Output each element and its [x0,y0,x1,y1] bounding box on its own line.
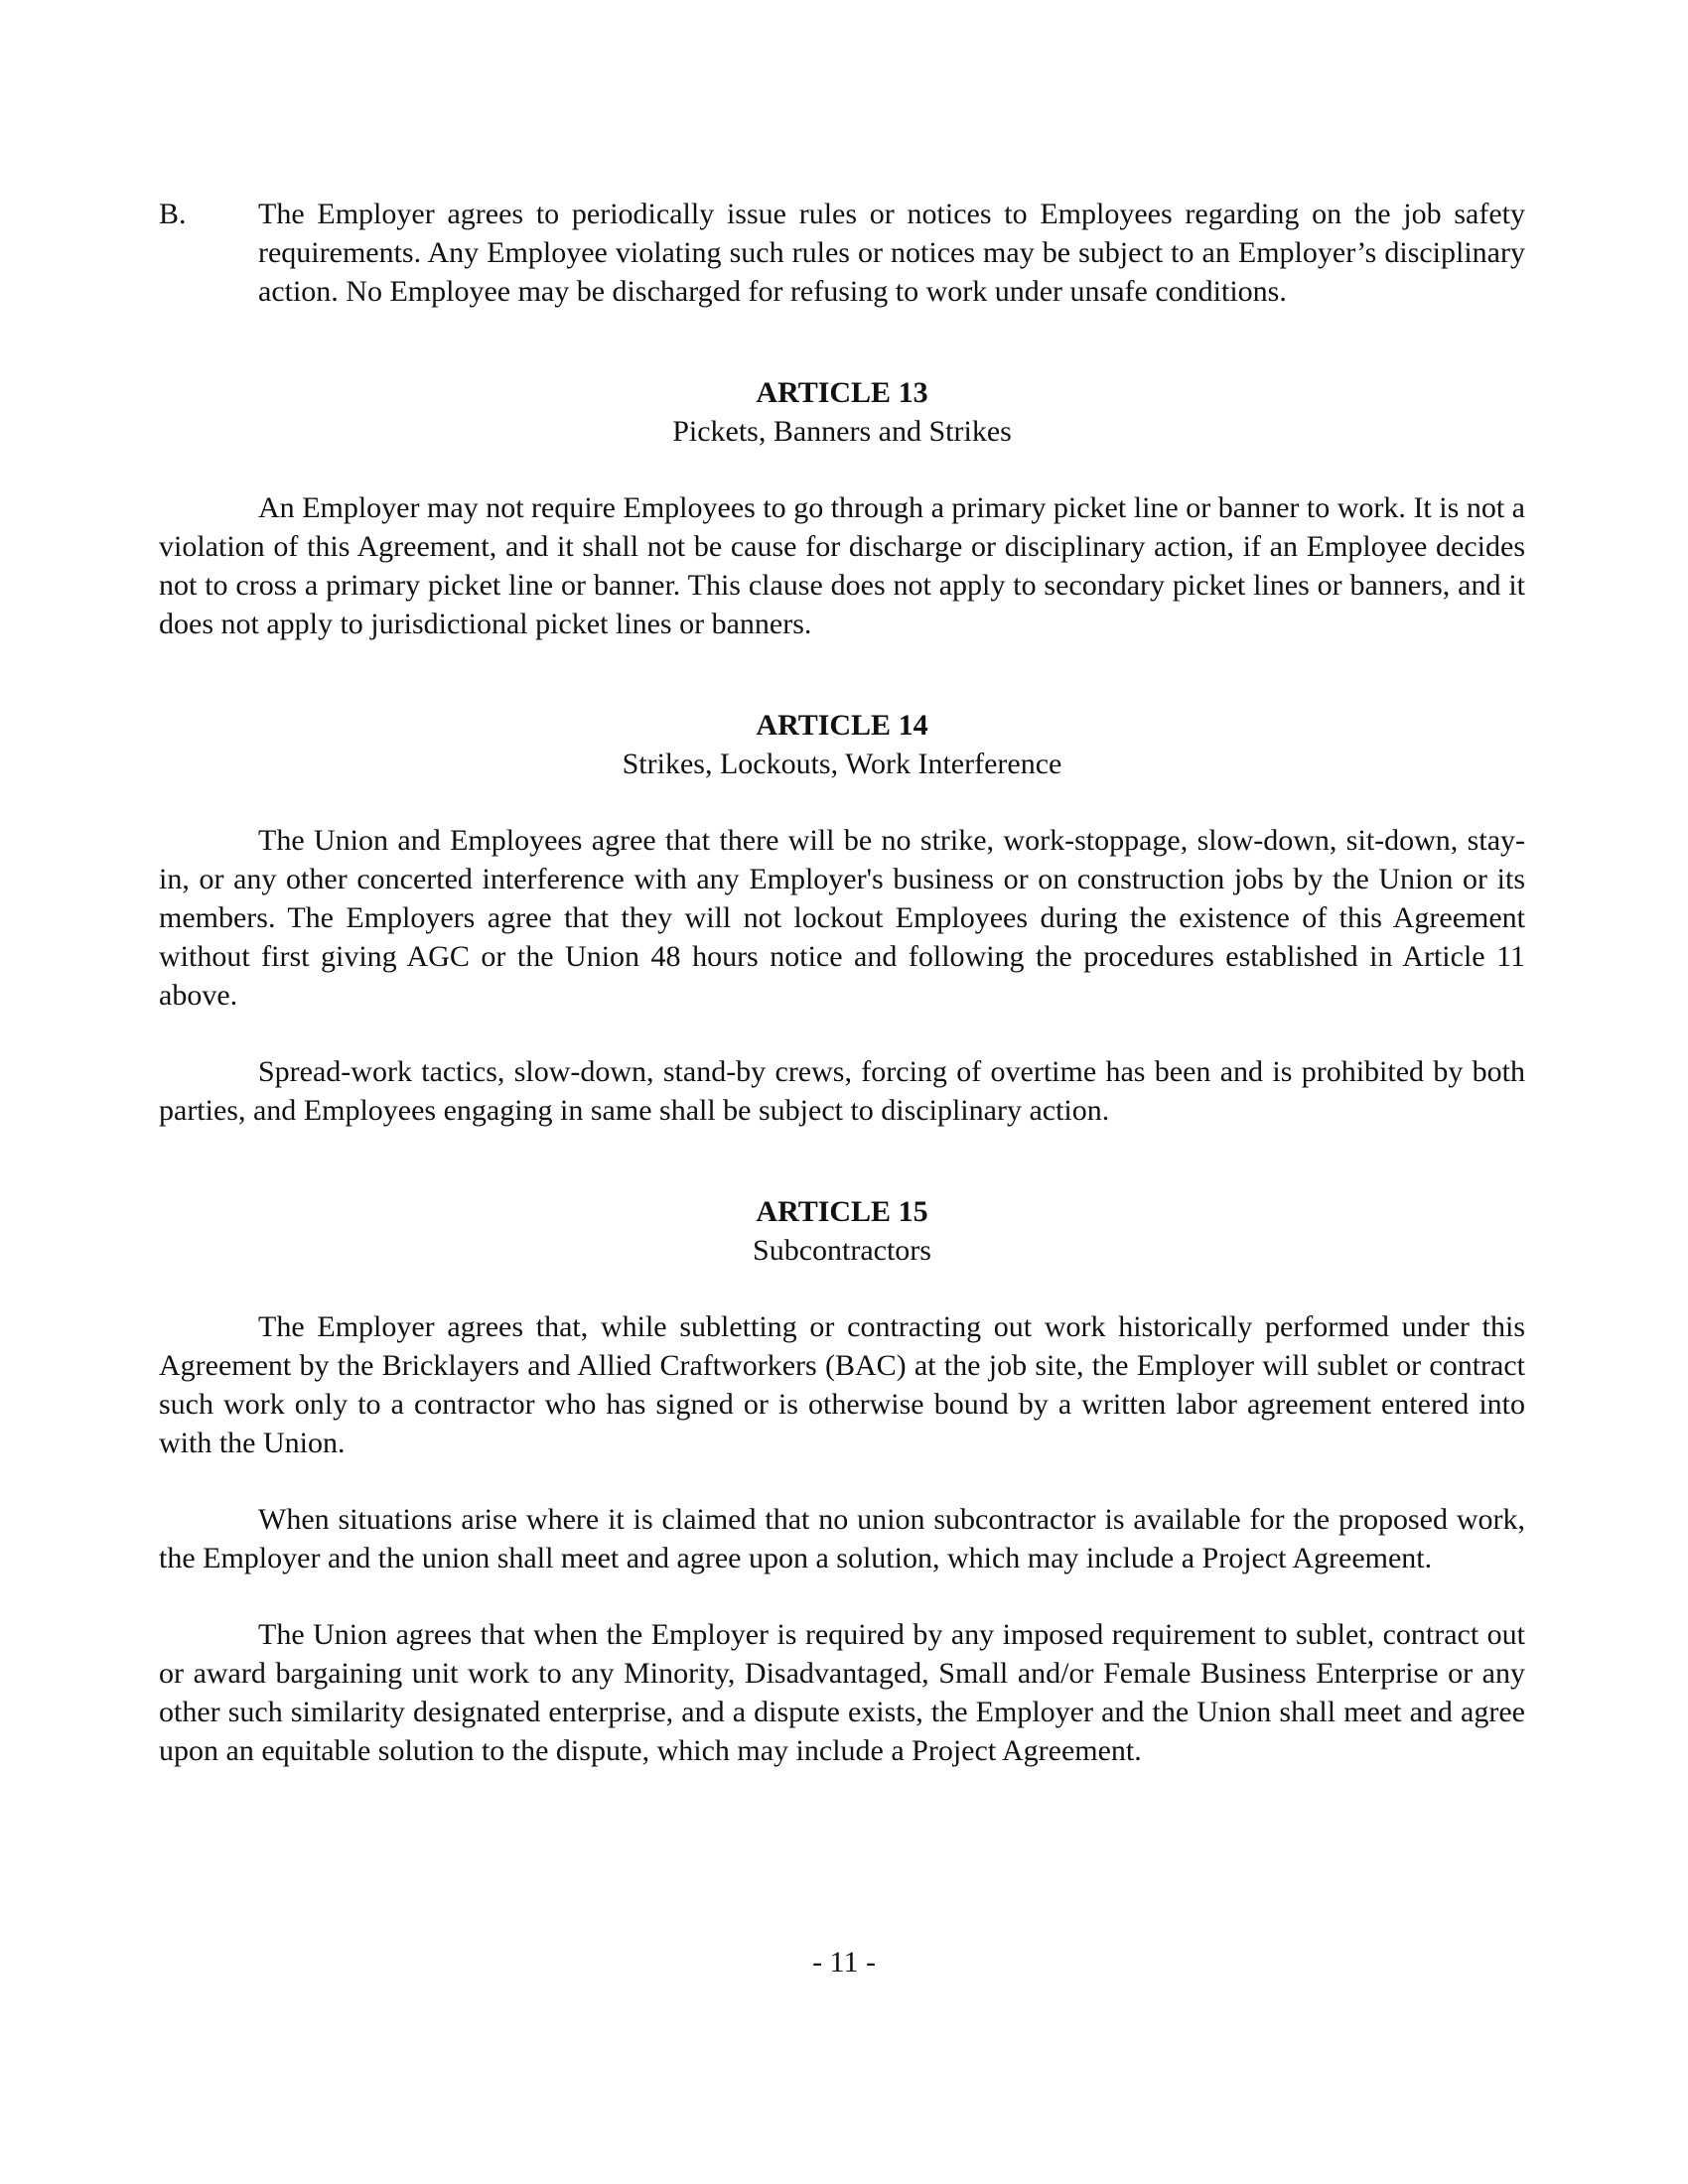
article-15-paragraph-2: When situations arise where it is claimed that no union subcontractor is available for the proposed work, the Employer and the union shall meet and agree upon a solution, which may include a Project Agreement. [159,1503,1525,1574]
article-14-number: ARTICLE 14 [756,709,928,742]
article-14-paragraph-2: Spread-work tactics, slow-down, stand-by crews, forcing of overtime has been and is prohibited by both parties, and Employees engaging in same shall be subject to disciplinary action. [159,1055,1525,1127]
article-13-title: Pickets, Banners and Strikes [672,415,1012,448]
section-b-text: The Employer agrees to periodically issue rules or notices to Employees regarding on the job safety requirements. Any Employee violating such rules or notices may be subject to an Employer’s disciplinary action. No Employee may be discharged for refusing to work under unsafe conditions. [258,198,1525,308]
article-13-paragraph-1: An Employer may not require Employees to go through a primary picket line or banner to work. It is not a violation of this Agreement, and it shall not be cause for discharge or disciplinary action, if an Employee decides not to cross a primary picket line or banner. This clause does not apply to secondary picket lines or banners, and it does not apply to jurisdictional picket lines or banners. [159,491,1525,640]
article-15-heading [159,1192,1525,1270]
page-number: - 11 - [812,1946,876,1979]
section-b-paragraph [159,195,1525,311]
article-14-heading [159,706,1525,783]
article-13-number: ARTICLE 13 [756,376,928,409]
article-15-paragraph-3: The Union agrees that when the Employer is required by any imposed requirement to sublet, contract out or award bargaining unit work to any Minority, Disadvantaged, Small and/or Female Business Enterprise or any other such similarity designated enterprise, and a dispute exists, the Employer and the Union shall meet and agree upon an equitable solution to the dispute, which may include a Project Agreement. [159,1618,1525,1767]
article-15-number: ARTICLE 15 [756,1195,928,1228]
article-14-paragraph-1: The Union and Employees agree that there will be no strike, work-stoppage, slow-down, sit-down, stay-in, or any other concerted interference with any Employer's business or on construction jobs by the Union or its members. The Employers agree that they will not lockout Employees during the existence of this Agreement without first giving AGC or the Union 48 hours notice and following the procedures established in Article 11 above. [159,824,1525,1012]
article-13-heading [159,373,1525,451]
section-b-marker: B. [159,198,187,230]
article-15-paragraph-1: The Employer agrees that, while subletting or contracting out work historically performed under this Agreement by the Bricklayers and Allied Craftworkers (BAC) at the job site, the Employer will sublet or contract such work only to a contractor who has signed or is otherwise bound by a written labor agreement entered into with the Union. [159,1310,1525,1459]
document-page [159,195,1525,1770]
article-14-title: Strikes, Lockouts, Work Interference [622,748,1062,780]
article-15-title: Subcontractors [753,1234,931,1267]
